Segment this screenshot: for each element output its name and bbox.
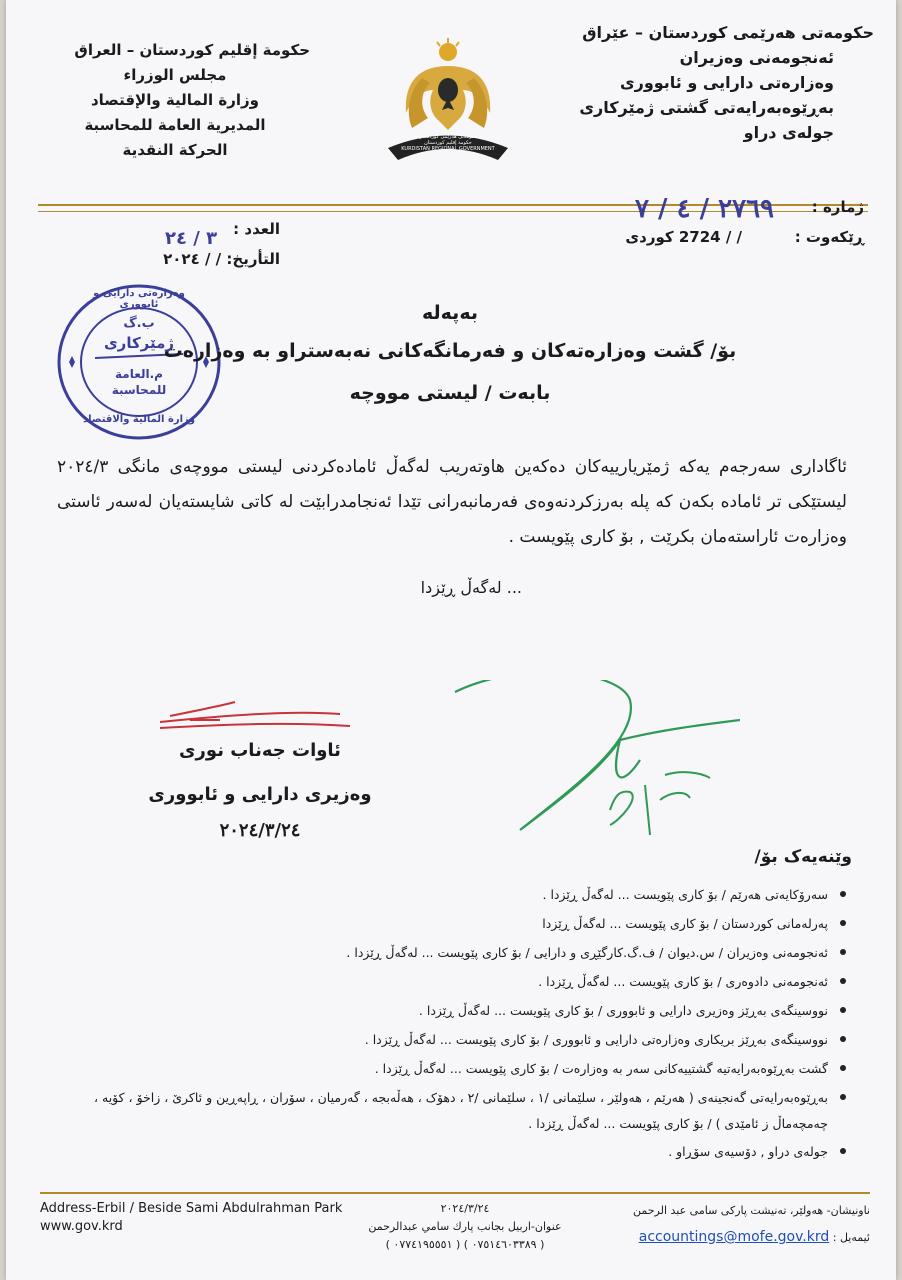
signer-date: ٢٠٢٤/٣/٢٤ [219, 820, 301, 841]
header-arabic-line: حكومة إقليم كوردستان – العراق [74, 41, 310, 59]
stamp-top: وەزارەتی دارایی و ئابووری [93, 288, 185, 310]
address-ku: ناونیشان- هەولێر، تەنیشت پارکی سامی عبد الرحمن [633, 1204, 870, 1217]
phones: ( ٠٧٥١٤٦٠٣٣٨٩ ) ( ٠٧٧٤١٩٥٥٥١ ) [385, 1238, 545, 1251]
cc-item: ئەنجومەنی دادوەری / بۆ کاری پێویست ... لەگەڵ ڕێزدا . [90, 967, 850, 996]
ar-date-value: / / ٢٠٢٤ [163, 250, 222, 268]
header-kurdish-line: جولەی دراو [743, 123, 834, 142]
cc-item: نووسینگەی بەڕێز بریکاری وەزارەتی دارایی و ئابووری / بۆ کاری پێویست ... لەگەڵ ڕێزدا . [90, 1025, 850, 1054]
krg-emblem-logo [378, 38, 518, 166]
header-arabic-line: مجلس الوزراء [123, 66, 227, 84]
cc-title: وێنەیەک بۆ/ [754, 847, 852, 867]
footer-address-en [40, 1200, 342, 1236]
footer-divider [40, 1192, 870, 1194]
cc-item: بەڕێوەبەرایەتی گەنجینەی ( هەرێم ، هەولێر ، سلێمانی /١ ، سلێمانی /٢ ، دهۆک ، هەڵەبجە ، گەرمیان ، سۆران ، ڕاپەڕین و ئاکرێ ، زاخۆ ، کۆیە ، چەمچەماڵ ز ئامێدی ) / بۆ کاری پێویست ... لەگەڵ ڕێزدا . [90, 1083, 850, 1137]
cc-item: گشت بەڕێوەبەرایەتیە گشتییەکانی سەر بە وەزارەت / بۆ کاری پێویست ... لەگەڵ ڕێزدا . [90, 1054, 850, 1083]
header-arabic-line: المديرية العامة للمحاسبة [84, 116, 266, 134]
header-arabic [40, 38, 310, 163]
footer-right [550, 1198, 870, 1251]
cc-item: جولەی دراو , دۆسیەی سۆڕاو . [90, 1137, 850, 1166]
stamp-mid: ژمێرکاری [103, 334, 175, 352]
cc-item: سەرۆکایەتی هەرێم / بۆ کاری پێویست ... لەگەڵ ڕێزدا . [90, 880, 850, 909]
header-kurdish-line: بەڕێوەبەرایەتی گشتی ژمێرکاری [579, 98, 834, 117]
stamp-ar: م.العامة للمحاسبة [111, 367, 167, 397]
header-arabic-line: الحركة النقدية [122, 141, 228, 159]
signer-title: وەزیری دارایی و ئابووری [148, 784, 372, 805]
email-link[interactable]: accountings@mofe.gov.krd [638, 1229, 830, 1245]
number-label: ژمارە : [811, 198, 864, 216]
emblem-caption [378, 134, 518, 152]
reference-labels [795, 198, 864, 258]
email-label: ئیمەیل : [832, 1231, 870, 1244]
header-kurdish-line: ئەنجومەنی وەزیران [679, 48, 834, 67]
cc-item: نووسینگەی بەڕێز وەزیری دارایی و ئابووری / بۆ کاری پێویست ... لەگەڵ ڕێزدا . [90, 996, 850, 1025]
footer-middle [345, 1200, 585, 1254]
handwritten-ar-date: ٣ / ٢٤ [165, 228, 218, 249]
letter-body: ئاگاداری سەرجەم یەکە ژمێریارییەکان دەکەین هاوتەریب لەگەڵ ئامادەکردنی لیستی مووچەی مانگی ٢٠٢٤/٣ لیستێکی تر ئامادە بکەن کە پلە بەرزکردنەوەی فەرمانبەرانی تێدا ئەنجامدرابێت لە کاتی شایستەیان لەسەر ئاستی وەزارەت ئاراستەمان بکرێت , بۆ کاری پێویست . [57, 457, 847, 547]
date-value: / / 2724 کوردی [625, 228, 742, 246]
emblem-caption-line: KURDISTAN REGIONAL GOVERNMENT [401, 146, 495, 152]
cc-list [90, 880, 850, 1166]
ar-number-label: العدد : [233, 220, 280, 238]
emblem-caption-line: حكومة إقليم كوردستان [424, 140, 472, 146]
stamp-code: ب.گ [123, 316, 155, 331]
address-en: Address-Erbil / Beside Sami Abdulrahman Park [40, 1201, 343, 1216]
regards: ... لەگەڵ ڕێزدا [420, 578, 522, 597]
ar-date-label: التأريخ: [226, 250, 280, 268]
cc-item: پەرلەمانی کوردستان / بۆ کاری پێویست ... لەگەڵ ڕێزدا [90, 909, 850, 938]
signer-name: ئاوات جەناب نوری [179, 740, 341, 761]
address-ar: عنوان-اربيل بجانب پارك سامي عبدالرحمن [368, 1220, 562, 1233]
email-row [550, 1224, 870, 1251]
cc-item: ئەنجومەنی وەزیران / س.دیوان / ف.گ.کارگێڕی و دارایی / بۆ کاری پێویست ... لەگەڵ ڕێزدا . [90, 938, 850, 967]
urgent-heading: بەپەلە [422, 302, 478, 324]
header-arabic-line: وزارة المالية والإقتصاد [90, 91, 260, 109]
website-link[interactable]: www.gov.krd [40, 1219, 123, 1234]
stamp-bottom: وزارة المالية والاقتصاد [82, 414, 196, 425]
header-kurdish-line: وەزارەتی دارایی و ئابووری [619, 73, 834, 92]
header-kurdish-line: حکومەتی هەرێمی کوردستان – عێراق [582, 23, 874, 42]
recipient-line: بۆ/ گشت وەزارەتەکان و فەرمانگەکانی نەبەستراو بە وەزارەت [163, 340, 737, 362]
subject-line: بابەت / لیستی مووچە [349, 382, 551, 404]
footer-date: ٢٠٢٤/٣/٢٤ [440, 1202, 490, 1215]
header-kurdish [544, 20, 874, 145]
emblem-caption-line: حکومەتی هەرێمی کوردستان [418, 134, 478, 140]
date-label: ڕێکەوت : [794, 228, 864, 246]
handwritten-number: ٢٧٦٩ / ٤ / ٧ [634, 194, 774, 224]
